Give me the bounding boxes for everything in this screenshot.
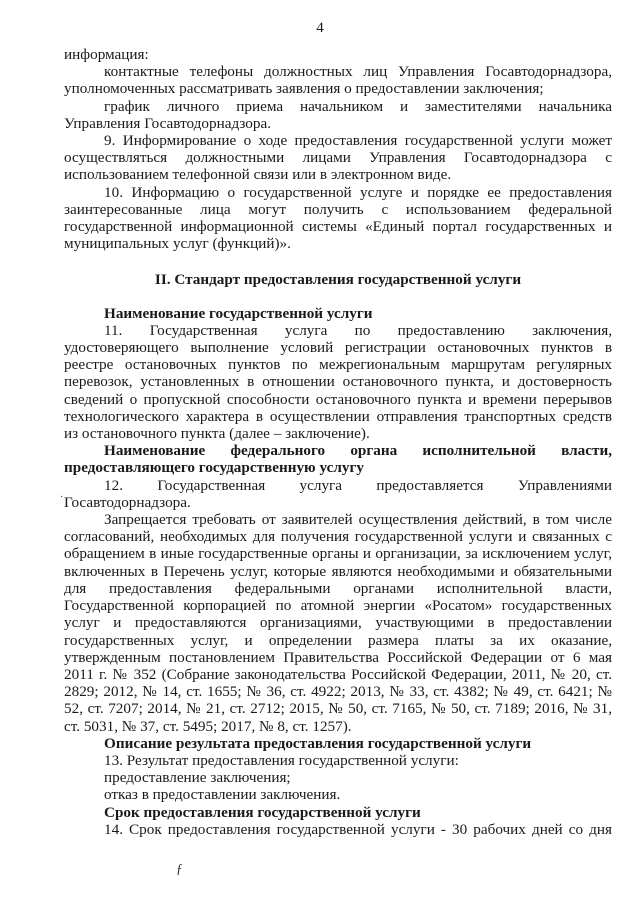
subheading: Наименование государственной услуги [104,304,373,322]
paragraph: 12. Государственная услуга предоставляется Управлениями Госавтодорнадзора. [64,476,612,511]
paragraph: график личного приема начальником и заместителями начальника Управления Госавтодорнадзора. [64,97,612,132]
section-title: II. Стандарт предоставления государственной услуги [154,271,522,289]
paragraph: 10. Информацию о государственной услуге и порядке ее предоставления заинтересованные лица могут получить с использованием федеральной государственной информационной системы «Единый портал государственных и муниципальных услуг (функций)». [64,183,612,253]
subheading: Срок предоставления государственной услуги [104,803,421,821]
subheading: Наименование федерального органа исполнительной власти, предоставляющего государственную услугу [64,442,612,477]
paragraph: 13. Результат предоставления государственной услуги: [104,751,459,769]
page-number: 4 [316,20,324,36]
scan-mark: · [60,492,64,503]
paragraph: 9. Информирование о ходе предоставления государственной услуги может осуществляться должностными лицами Управления Госавтодорнадзора с использованием телефонной связи или в электронном виде. [64,132,612,184]
paragraph: информация: [64,46,149,63]
subheading: Описание результата предоставления государственной услуги [104,734,532,752]
paragraph: отказ в предоставлении заключения. [104,786,341,804]
paragraph: предоставление заключения; [104,769,291,787]
scan-mark: ƒ [176,862,183,877]
paragraph: Запрещается требовать от заявителей осуществления действий, в том числе согласований, необходимых для получения государственной услуги и связанных с обращением в иные государственные органы и организации, за исключением услуг, включенных в Перечень услуг, которые являются необходимыми и обязательными для предоставления федеральными органами исполнительной власти, Государственной корпорацией по атомной энергии «Росатом» государственных услуг и предоставляются организациями, участвующими в предоставлении государственных услуг, и определении размера платы за их оказание, утвержденным постановлением Правительства Российской Федерации от 6 мая 2011 г. № 352 (Собрание законодательства Российской Федерации, 2011, № 20, ст. 2829; 2012, № 14, ст. 1655; № 36, ст. 4922; 2013, № 33, ст. 4382; № 49, ст. 6421; № 52, ст. 7207; 2014, № 21, ст. 2712; 2015, № 50, ст. 7165, № 50, ст. 7189; 2016, № 31, ст. 5031, № 37, ст. 5495; 2017, № 8, ст. 1257). [64,511,612,735]
paragraph: 11. Государственная услуга по предоставлению заключения, удостоверяющего выполнение условий регистрации остановочных пунктов в реестре остановочных пунктов по межрегиональным маршрутам регулярных перевозок, установленных в отношении остановочного пункта, и достоверность сведений о пропускной способности остановочного пункта и времени перерывов технологического характера в осуществлении отправления транспортных средств из остановочного пункта (далее – заключение). [64,321,612,443]
paragraph: 14. Срок предоставления государственной услуги - 30 рабочих дней со дня [104,820,612,838]
document-body [64,46,612,838]
paragraph: контактные телефоны должностных лиц Управления Госавтодорнадзора, уполномоченных рассматривать заявления о предоставлении заключения; [64,63,612,98]
